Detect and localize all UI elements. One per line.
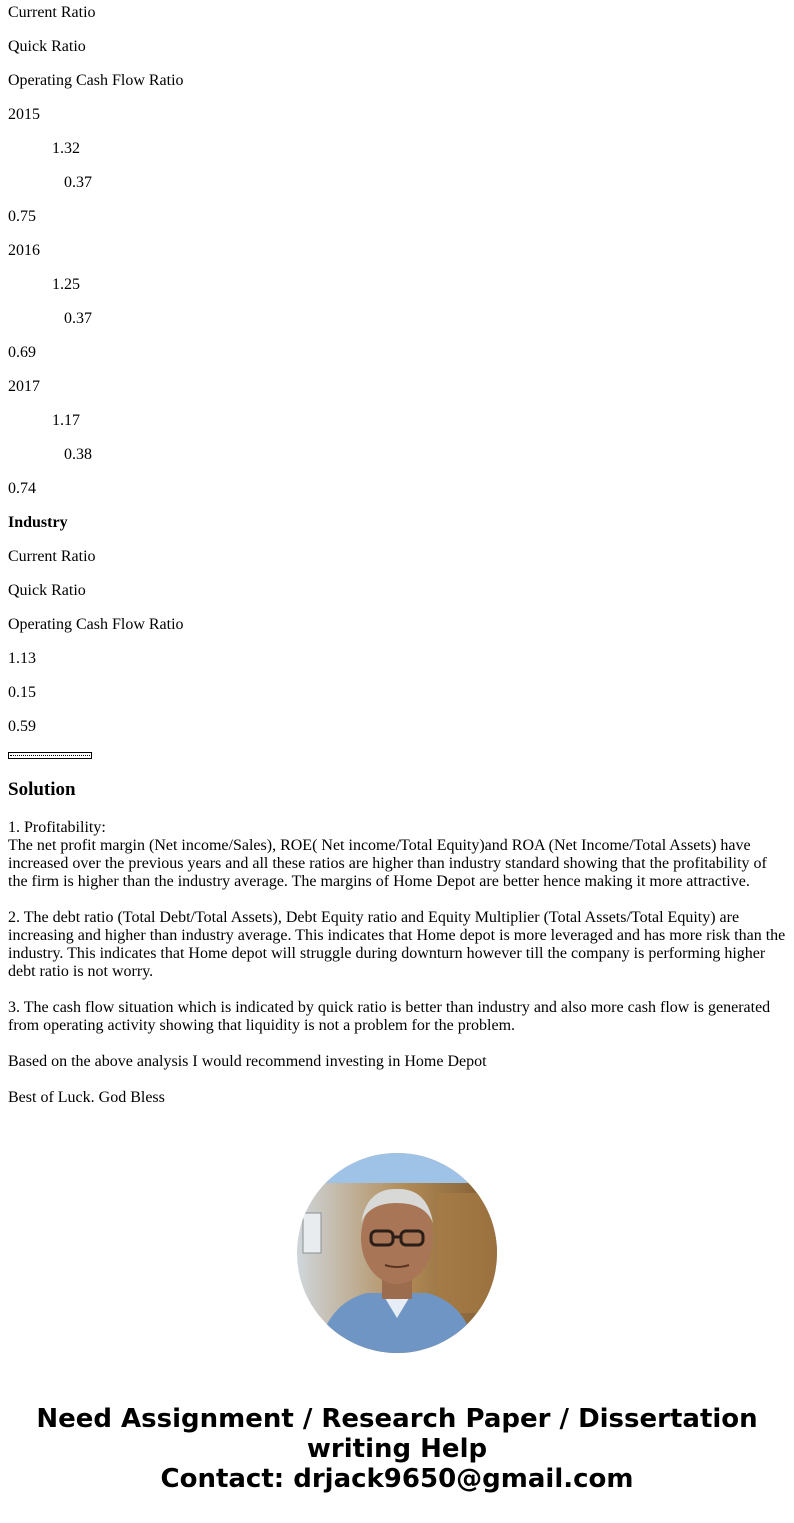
cta-line-1: Need Assignment / Research Paper / Dissertation [36, 1404, 758, 1434]
industry-value-ocf: 0.59 [8, 718, 36, 735]
industry-header-current: Current Ratio [8, 548, 96, 565]
cta-line-2: writing Help [306, 1434, 488, 1464]
header-quick-ratio: Quick Ratio [8, 38, 86, 55]
value-quick-2016: 0.37 [64, 310, 92, 327]
industry-title: Industry [8, 514, 68, 531]
industry-header-ocf: Operating Cash Flow Ratio [8, 616, 184, 633]
year-2017: 2017 [8, 378, 40, 395]
author-avatar [297, 1153, 497, 1353]
solution-heading: Solution [8, 779, 76, 800]
profitability-title: 1. Profitability: [8, 819, 106, 836]
header-ocf-ratio: Operating Cash Flow Ratio [8, 72, 184, 89]
header-current-ratio: Current Ratio [8, 4, 96, 21]
placeholder-image-box [8, 752, 92, 759]
industry-value-current: 1.13 [8, 650, 36, 667]
value-current-2017: 1.17 [52, 412, 80, 429]
debt-paragraph: 2. The debt ratio (Total Debt/Total Assets), Debt Equity ratio and Equity Multiplier (Total Assets/Total Equity) are increasing and higher than industry average. This indicates that Home depot is more leveraged and has more risk than the industry. This indicates that Home depot will struggle during downturn however till the company is performing higher debt ratio is not worry. [8, 909, 786, 980]
industry-value-quick: 0.15 [8, 684, 36, 701]
signoff-text: Best of Luck. God Bless [8, 1089, 165, 1106]
value-quick-2015: 0.37 [64, 174, 92, 191]
value-ocf-2017: 0.74 [8, 480, 36, 497]
year-2015: 2015 [8, 106, 40, 123]
value-ocf-2016: 0.69 [8, 344, 36, 361]
recommendation-text: Based on the above analysis I would recommend investing in Home Depot [8, 1053, 487, 1070]
value-current-2016: 1.25 [52, 276, 80, 293]
value-ocf-2015: 0.75 [8, 208, 36, 225]
value-quick-2017: 0.38 [64, 446, 92, 463]
profitability-paragraph: The net profit margin (Net income/Sales), ROE( Net income/Total Equity)and ROA (Net Income/Total Assets) have increased over the previous years and all these ratios are higher than industry standard showing that the profitability of the firm is higher than the industry average. The margins of Home Depot are better hence making it more attractive. [8, 837, 767, 890]
value-current-2015: 1.32 [52, 140, 80, 157]
avatar-portrait-icon [297, 1153, 497, 1353]
cashflow-paragraph: 3. The cash flow situation which is indicated by quick ratio is better than industry and also more cash flow is generated from operating activity showing that liquidity is not a problem for the problem. [8, 999, 771, 1034]
cta-contact: Contact: drjack9650@gmail.com [160, 1464, 634, 1494]
year-2016: 2016 [8, 242, 40, 259]
industry-header-quick: Quick Ratio [8, 582, 86, 599]
